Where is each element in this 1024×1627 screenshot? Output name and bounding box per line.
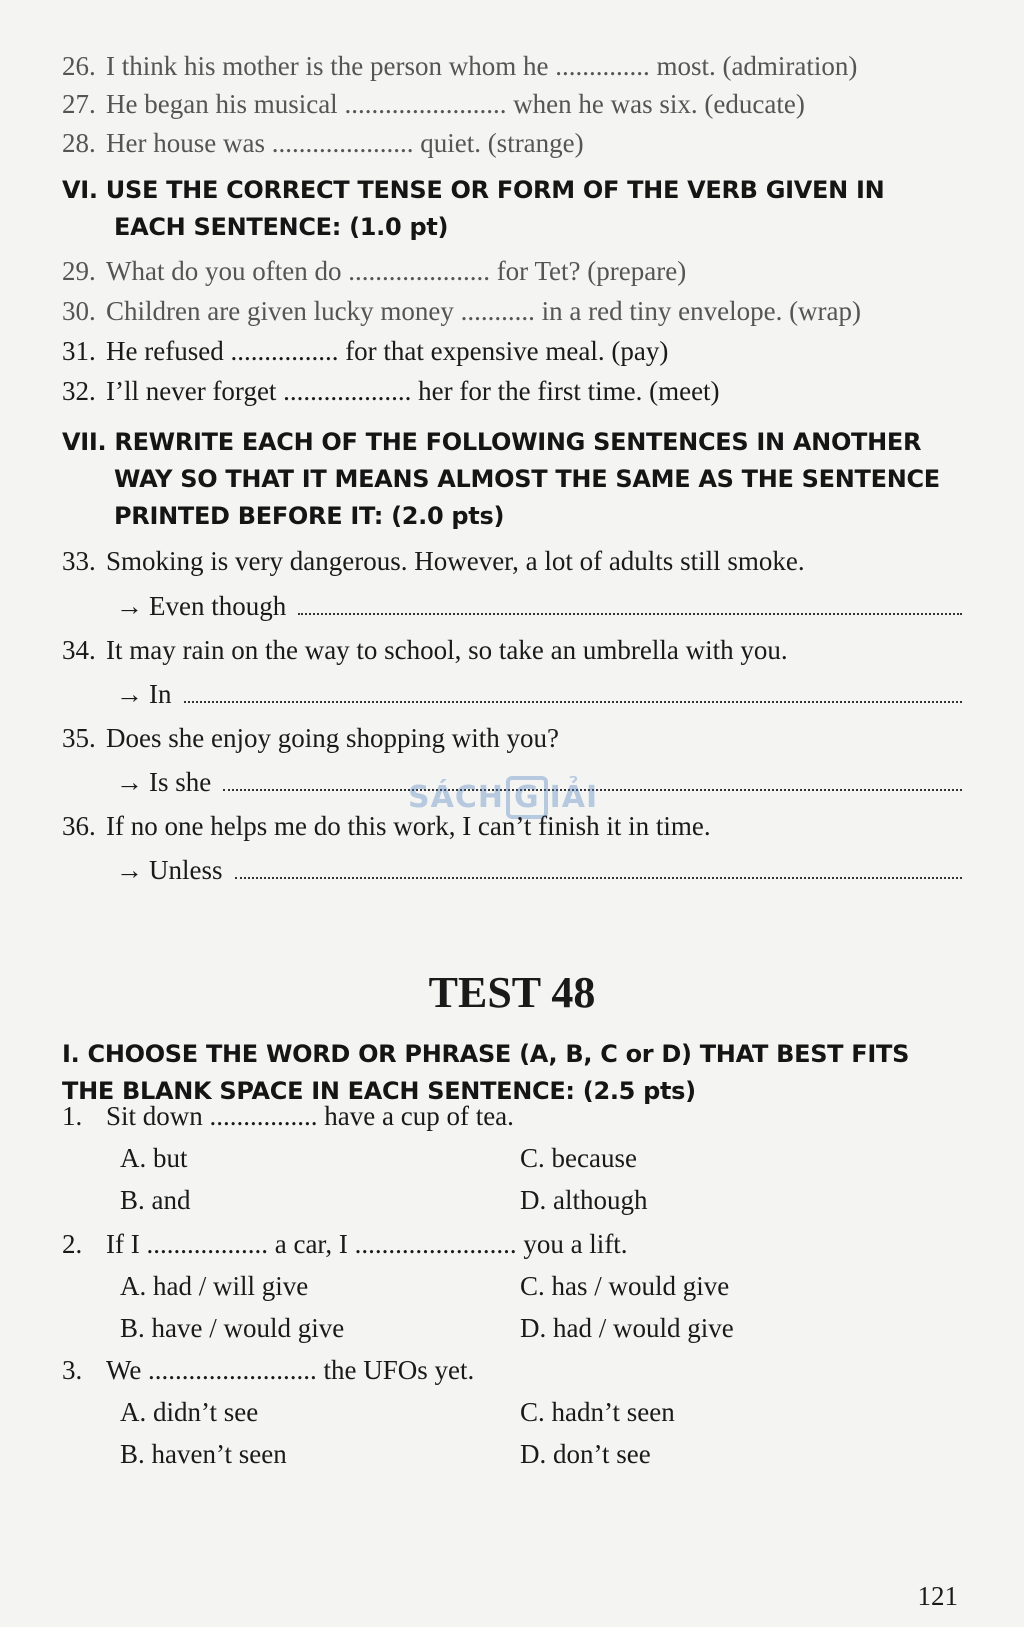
question-number: 3. [62, 1355, 83, 1385]
item-35 [62, 722, 559, 754]
section-i-heading: I. CHOOSE THE WORD OR PHRASE (A, B, C or D) THAT BEST FITS THE BLANK SPACE IN EACH SENTENCE: (2.5 pts) [62, 1040, 910, 1105]
question-2 [62, 1228, 628, 1260]
option-a[interactable]: A. didn’t see [120, 1397, 259, 1427]
test-title: TEST 48 [428, 968, 596, 1017]
item-text: He refused ................ for that expensive meal. (pay) [106, 336, 669, 366]
item-number: 33. [62, 546, 96, 576]
item-26 [62, 50, 857, 82]
item-number: 35. [62, 723, 96, 753]
question-number: 2. [62, 1229, 83, 1259]
rewrite-start: In [149, 679, 172, 709]
answer-blank[interactable] [298, 593, 962, 615]
item-text: Does she enjoy going shopping with you? [106, 723, 559, 753]
option-d[interactable]: D. had / would give [520, 1313, 734, 1343]
right-arrow-icon: → [116, 855, 143, 885]
item-29 [62, 255, 686, 287]
question-text: If I .................. a car, I ........................ you a lift. [106, 1229, 628, 1259]
item-number: 29. [62, 256, 96, 286]
item-36 [62, 810, 711, 842]
item-30 [62, 295, 861, 327]
item-33 [62, 545, 805, 577]
option-b[interactable]: B. and [120, 1185, 191, 1215]
item-32 [62, 375, 720, 407]
option-d[interactable]: D. although [520, 1185, 648, 1215]
option-b[interactable]: B. haven’t seen [120, 1439, 287, 1469]
item-number: 36. [62, 811, 96, 841]
item-number: 26. [62, 51, 96, 81]
option-c[interactable]: C. hadn’t seen [520, 1397, 675, 1427]
option-d[interactable]: D. don’t see [520, 1439, 651, 1469]
rewrite-start: Is she [149, 767, 212, 797]
answer-blank[interactable] [235, 857, 963, 879]
item-text: Her house was ..................... quiet. (strange) [106, 128, 584, 158]
item-text: I think his mother is the person whom he .............. most. (admiration) [106, 51, 858, 81]
item-28 [62, 127, 584, 159]
item-text: What do you often do ..................... for Tet? (prepare) [106, 256, 687, 286]
right-arrow-icon: → [116, 591, 143, 621]
question-text: Sit down ................ have a cup of tea. [106, 1101, 514, 1131]
question-1 [62, 1100, 514, 1132]
item-number: 34. [62, 635, 96, 665]
rewrite-line-33 [116, 590, 962, 622]
rewrite-line-34 [116, 678, 962, 710]
item-text: Smoking is very dangerous. However, a lot of adults still smoke. [106, 546, 805, 576]
item-number: 27. [62, 89, 96, 119]
right-arrow-icon: → [116, 679, 143, 709]
section-vi-heading: VI. USE THE CORRECT TENSE OR FORM OF THE VERB GIVEN IN EACH SENTENCE: (1.0 pt) [62, 176, 885, 241]
question-3 [62, 1354, 474, 1386]
item-text: He began his musical ........................ when he was six. (educate) [106, 89, 805, 119]
item-text: If no one helps me do this work, I can’t finish it in time. [106, 811, 711, 841]
item-text: It may rain on the way to school, so take an umbrella with you. [106, 635, 788, 665]
watermark-logo: SÁCH G IẢI [408, 776, 598, 819]
answer-blank[interactable] [184, 681, 963, 703]
option-c[interactable]: C. because [520, 1143, 637, 1173]
rewrite-line-36 [116, 854, 962, 886]
item-34 [62, 634, 788, 666]
item-31 [62, 335, 668, 367]
option-a[interactable]: A. but [120, 1143, 188, 1173]
rewrite-start: Unless [149, 855, 223, 885]
rewrite-start: Even though [149, 591, 287, 621]
item-number: 30. [62, 296, 96, 326]
section-vii-heading: VII. REWRITE EACH OF THE FOLLOWING SENTENCES IN ANOTHER WAY SO THAT IT MEANS ALMOST THE SAME AS THE SENTENCE PRINTED BEFORE IT: (2.0 pts) [62, 428, 940, 530]
item-text: I’ll never forget ................... her for the first time. (meet) [106, 376, 720, 406]
option-a[interactable]: A. had / will give [120, 1271, 309, 1301]
item-number: 31. [62, 336, 96, 366]
item-number: 28. [62, 128, 96, 158]
item-text: Children are given lucky money ........... in a red tiny envelope. (wrap) [106, 296, 862, 326]
question-number: 1. [62, 1101, 83, 1131]
item-27 [62, 88, 805, 120]
page-number: 121 [917, 1581, 958, 1611]
right-arrow-icon: → [116, 767, 143, 797]
option-b[interactable]: B. have / would give [120, 1313, 345, 1343]
option-c[interactable]: C. has / would give [520, 1271, 730, 1301]
question-text: We ......................... the UFOs yet. [106, 1355, 475, 1385]
item-number: 32. [62, 376, 96, 406]
